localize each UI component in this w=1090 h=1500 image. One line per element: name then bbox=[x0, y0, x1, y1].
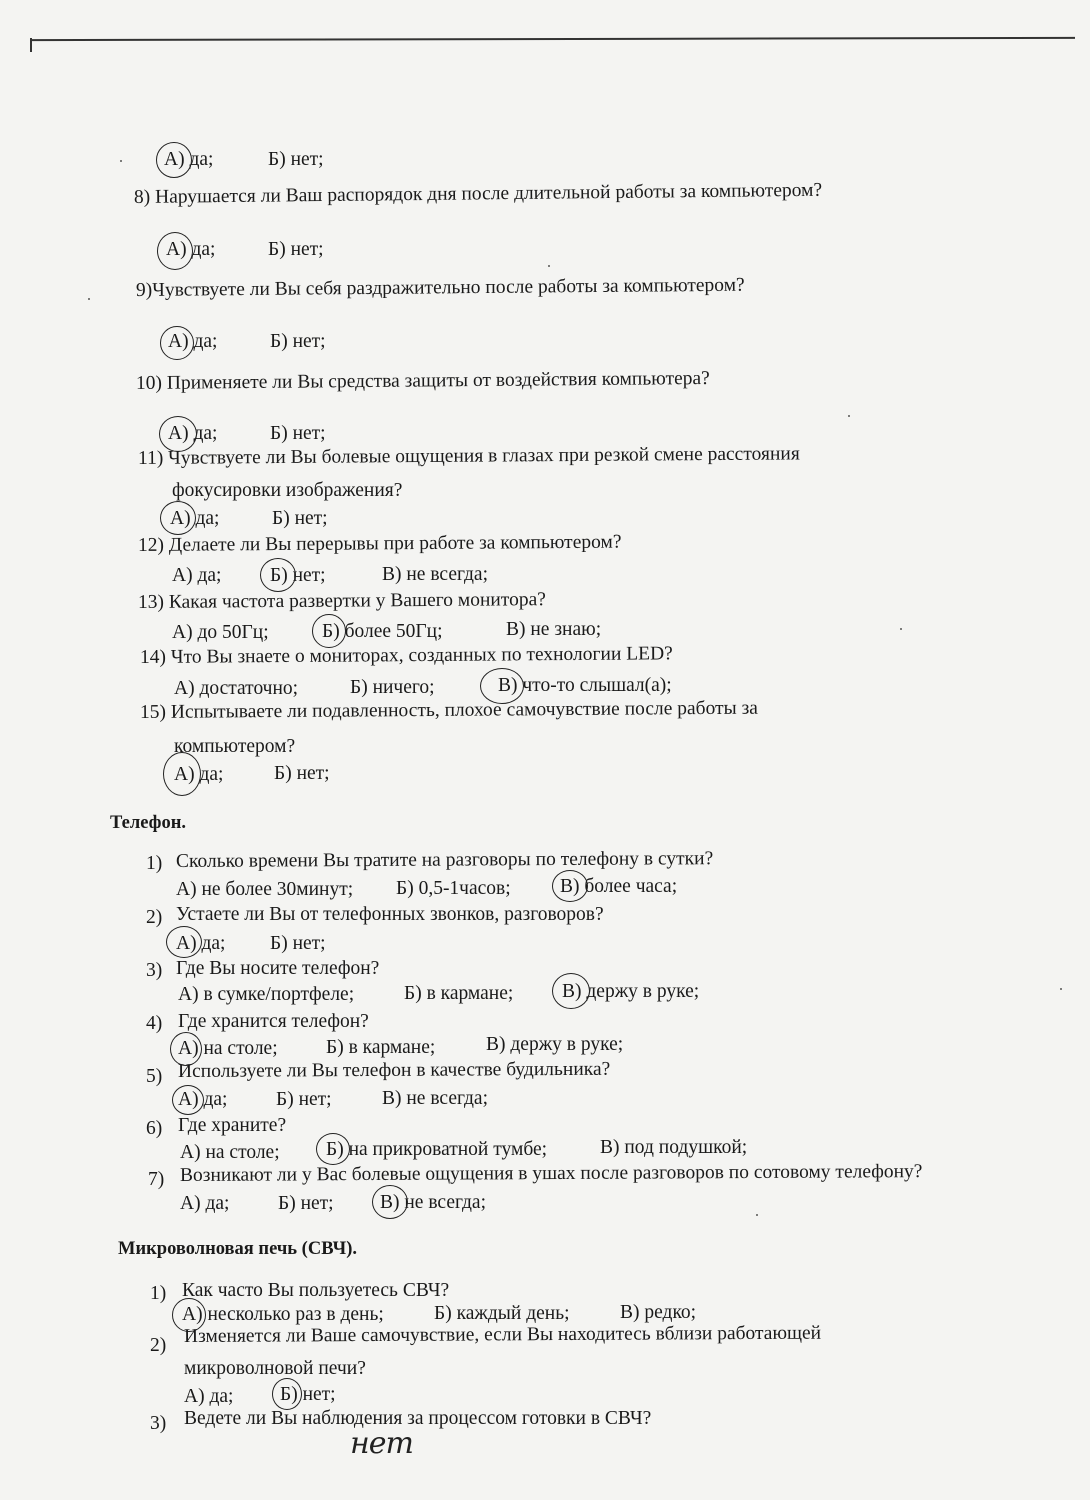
phone-q5-answer-a: А) да; bbox=[178, 1089, 228, 1110]
phone-q4-answer-c: В) держу в руке; bbox=[486, 1034, 624, 1055]
q13-answer-c: В) не знаю; bbox=[506, 619, 602, 640]
scan-speck bbox=[88, 298, 90, 300]
question-12: 12) Делаете ли Вы перерывы при работе за компьютером? bbox=[137, 531, 622, 556]
phone-q5-answer-c: В) не всегда; bbox=[382, 1088, 489, 1109]
phone-q2: Устаете ли Вы от телефонных звонков, разговоров? bbox=[176, 904, 604, 925]
mw-q2-answer-b: Б) нет; bbox=[280, 1384, 336, 1405]
phone-q3-number: 3) bbox=[146, 960, 163, 981]
phone-q7-answer-c: В) не всегда; bbox=[380, 1192, 487, 1213]
question-15-cont: компьютером? bbox=[174, 736, 296, 757]
phone-q3: Где Вы носите телефон? bbox=[176, 958, 380, 979]
q14-answer-b: Б) ничего; bbox=[350, 677, 435, 698]
q8-answer-a: А) да; bbox=[166, 239, 216, 260]
question-13: 13) Какая частота развертки у Вашего монитора? bbox=[137, 589, 546, 613]
q14-answer-a: А) достаточно; bbox=[174, 678, 299, 699]
q11-answer-b: Б) нет; bbox=[272, 508, 328, 529]
scan-speck bbox=[848, 415, 850, 417]
phone-q1-answer-b: Б) 0,5-1часов; bbox=[396, 878, 511, 899]
phone-q3-answer-c: В) держу в руке; bbox=[562, 981, 700, 1002]
q12-answer-c: В) не всегда; bbox=[382, 564, 489, 585]
section-heading-microwave: Микроволновая печь (СВЧ). bbox=[118, 1239, 357, 1259]
question-11-cont: фокусировки изображения? bbox=[172, 480, 403, 501]
mw-q3: Ведете ли Вы наблюдения за процессом готовки в СВЧ? bbox=[184, 1408, 652, 1429]
question-15: 15) Испытываете ли подавленность, плохое самочувствие после работы за bbox=[139, 697, 758, 723]
question-9: 9)Чувствуете ли Вы себя раздражительно после работы за компьютером? bbox=[135, 274, 745, 301]
phone-q7: Возникают ли у Вас болевые ощущения в ушах после разговоров по сотовому телефону? bbox=[179, 1161, 923, 1186]
scan-speck bbox=[756, 1214, 758, 1216]
phone-q3-answer-b: Б) в кармане; bbox=[404, 983, 514, 1004]
phone-q6-answer-a: А) на столе; bbox=[180, 1142, 280, 1163]
q10-answer-b: Б) нет; bbox=[270, 423, 326, 444]
phone-q4-answer-b: Б) в кармане; bbox=[326, 1037, 436, 1058]
mw-q2: Изменяется ли Ваше самочувствие, если Вы находитесь вблизи работающей bbox=[183, 1322, 822, 1347]
phone-q2-answer-b: Б) нет; bbox=[270, 933, 326, 954]
phone-q7-answer-a: А) да; bbox=[180, 1193, 230, 1214]
mw-q1-answer-b: Б) каждый день; bbox=[434, 1303, 570, 1324]
q12-answer-b: Б) нет; bbox=[270, 565, 326, 586]
phone-q2-answer-a: А) да; bbox=[176, 933, 226, 954]
phone-q1-answer-a: А) не более 30минут; bbox=[176, 879, 354, 900]
phone-q4-answer-a: А) на столе; bbox=[178, 1038, 278, 1059]
q13-answer-b: Б) более 50Гц; bbox=[322, 621, 443, 642]
question-14: 14) Что Вы знаете о мониторах, созданных по технологии LED? bbox=[139, 643, 673, 668]
phone-q4-number: 4) bbox=[146, 1013, 163, 1034]
phone-q1-answer-c: В) более часа; bbox=[560, 876, 678, 897]
q7-answer-a: А) да; bbox=[164, 149, 214, 170]
q13-answer-a: А) до 50Гц; bbox=[172, 622, 269, 643]
q10-answer-a: А) да; bbox=[168, 423, 218, 444]
phone-q1: Сколько времени Вы тратите на разговоры по телефону в сутки? bbox=[175, 848, 714, 872]
phone-q7-answer-b: Б) нет; bbox=[278, 1193, 334, 1214]
scan-speck bbox=[120, 160, 122, 162]
corner-mark bbox=[30, 38, 32, 52]
phone-q1-number: 1) bbox=[146, 853, 163, 874]
phone-q6: Где храните? bbox=[178, 1115, 287, 1136]
phone-q5: Используете ли Вы телефон в качестве будильника? bbox=[177, 1058, 611, 1082]
top-border-line bbox=[30, 37, 1075, 41]
mw-q1-answer-c: В) редко; bbox=[620, 1302, 697, 1323]
q15-answer-a: А) да; bbox=[174, 764, 224, 785]
phone-q5-number: 5) bbox=[146, 1066, 163, 1087]
q9-answer-b: Б) нет; bbox=[270, 331, 326, 352]
phone-q4: Где хранится телефон? bbox=[178, 1011, 369, 1032]
phone-q5-answer-b: Б) нет; bbox=[276, 1089, 332, 1110]
question-8: 8) Нарушается ли Ваш распорядок дня после длительной работы за компьютером? bbox=[133, 179, 823, 208]
scan-speck bbox=[900, 628, 902, 630]
question-10: 10) Применяете ли Вы средства защиты от воздействия компьютера? bbox=[135, 367, 710, 394]
q11-answer-a: А) да; bbox=[170, 508, 220, 529]
question-11: 11) Чувствуете ли Вы болевые ощущения в глазах при резкой смене расстояния bbox=[137, 443, 800, 469]
mw-q2-number: 2) bbox=[150, 1335, 167, 1356]
q15-answer-b: Б) нет; bbox=[274, 763, 330, 784]
scan-speck bbox=[548, 265, 550, 267]
mw-q3-number: 3) bbox=[150, 1413, 167, 1434]
mw-q2-answer-a: А) да; bbox=[184, 1386, 234, 1407]
phone-q6-answer-b: Б) на прикроватной тумбе; bbox=[326, 1139, 548, 1160]
q9-answer-a: А) да; bbox=[168, 331, 218, 352]
q12-answer-a: А) да; bbox=[172, 565, 222, 586]
mw-q1-answer-a: А) несколько раз в день; bbox=[182, 1304, 384, 1325]
section-heading-phone: Телефон. bbox=[110, 813, 186, 833]
mw-q1-number: 1) bbox=[150, 1283, 167, 1304]
phone-q6-answer-c: В) под подушкой; bbox=[600, 1137, 748, 1158]
handwritten-answer: нет bbox=[350, 1426, 413, 1461]
q14-answer-c: В) что-то слышал(а); bbox=[498, 675, 672, 696]
phone-q7-number: 7) bbox=[148, 1169, 165, 1190]
scan-speck bbox=[1060, 988, 1062, 990]
phone-q6-number: 6) bbox=[146, 1118, 163, 1139]
mw-q2-cont: микроволновой печи? bbox=[184, 1358, 366, 1379]
phone-q2-number: 2) bbox=[146, 907, 163, 928]
phone-q3-answer-a: А) в сумке/портфеле; bbox=[178, 984, 355, 1005]
q7-answer-b: Б) нет; bbox=[268, 149, 324, 170]
q8-answer-b: Б) нет; bbox=[268, 239, 324, 260]
mw-q1: Как часто Вы пользуетесь СВЧ? bbox=[182, 1280, 450, 1301]
